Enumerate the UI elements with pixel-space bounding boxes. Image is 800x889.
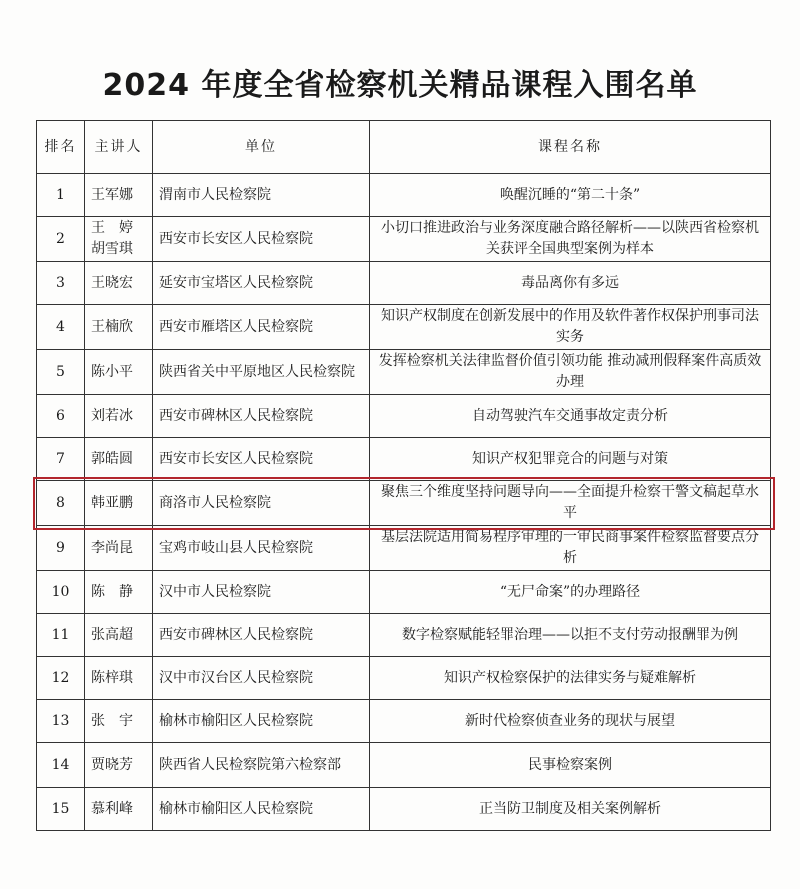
table-row	[37, 438, 771, 481]
course-cell: 知识产权犯罪竞合的问题与对策	[370, 438, 771, 481]
speaker-cell: 韩亚鹏	[85, 481, 153, 526]
course-cell: 毒品离你有多远	[370, 262, 771, 305]
speaker-cell: 张高超	[85, 614, 153, 657]
table-row	[37, 305, 771, 350]
table-row	[37, 614, 771, 657]
speaker-cell: 郭皓圆	[85, 438, 153, 481]
speaker-cell: 王 婷 胡雪琪	[85, 217, 153, 262]
rank-cell: 11	[37, 614, 85, 657]
rank-cell: 15	[37, 788, 85, 831]
rank-cell: 12	[37, 657, 85, 700]
unit-cell: 延安市宝塔区人民检察院	[153, 262, 370, 305]
rank-cell: 14	[37, 743, 85, 788]
unit-cell: 汉中市人民检察院	[153, 571, 370, 614]
rank-cell: 9	[37, 526, 85, 571]
unit-cell: 西安市碑林区人民检察院	[153, 614, 370, 657]
speaker-cell: 贾晓芳	[85, 743, 153, 788]
unit-cell: 商洛市人民检察院	[153, 481, 370, 526]
rank-cell: 2	[37, 217, 85, 262]
rank-cell: 4	[37, 305, 85, 350]
table-row	[37, 526, 771, 571]
header-unit: 单位	[153, 121, 370, 174]
table-row	[37, 788, 771, 831]
unit-cell: 西安市长安区人民检察院	[153, 438, 370, 481]
header-rank: 排名	[37, 121, 85, 174]
rank-cell: 8	[37, 481, 85, 526]
header-speaker: 主讲人	[85, 121, 153, 174]
speaker-cell: 王楠欣	[85, 305, 153, 350]
course-cell: 唤醒沉睡的“第二十条”	[370, 174, 771, 217]
unit-cell: 西安市碑林区人民检察院	[153, 395, 370, 438]
table-row	[37, 174, 771, 217]
course-cell: 新时代检察侦查业务的现状与展望	[370, 700, 771, 743]
table-row	[37, 395, 771, 438]
speaker-cell: 李尚昆	[85, 526, 153, 571]
speaker-cell: 陈小平	[85, 350, 153, 395]
unit-cell: 榆林市榆阳区人民检察院	[153, 788, 370, 831]
unit-cell: 陕西省人民检察院第六检察部	[153, 743, 370, 788]
rank-cell: 6	[37, 395, 85, 438]
table-row	[37, 350, 771, 395]
document-title: 2024 年度全省检察机关精品课程入围名单	[102, 68, 698, 103]
course-cell: “无尸命案”的办理路径	[370, 571, 771, 614]
speaker-cell: 陈梓琪	[85, 657, 153, 700]
course-cell: 自动驾驶汽车交通事故定责分析	[370, 395, 771, 438]
course-cell: 数字检察赋能轻罪治理——以拒不支付劳动报酬罪为例	[370, 614, 771, 657]
speaker-cell: 王晓宏	[85, 262, 153, 305]
course-cell: 民事检察案例	[370, 743, 771, 788]
unit-cell: 西安市雁塔区人民检察院	[153, 305, 370, 350]
speaker-cell: 王军娜	[85, 174, 153, 217]
table-row	[37, 217, 771, 262]
table-row-highlighted	[37, 481, 771, 526]
rank-cell: 1	[37, 174, 85, 217]
unit-cell: 西安市长安区人民检察院	[153, 217, 370, 262]
unit-cell: 陕西省关中平原地区人民检察院	[153, 350, 370, 395]
speaker-cell: 张 宇	[85, 700, 153, 743]
header-course: 课程名称	[370, 121, 771, 174]
table-row	[37, 743, 771, 788]
course-cell: 聚焦三个维度坚持问题导向——全面提升检察干警文稿起草水平	[370, 481, 771, 526]
course-cell: 知识产权制度在创新发展中的作用及软件著作权保护刑事司法实务	[370, 305, 771, 350]
rank-cell: 10	[37, 571, 85, 614]
nominee-table	[36, 120, 771, 831]
unit-cell: 榆林市榆阳区人民检察院	[153, 700, 370, 743]
course-cell: 知识产权检察保护的法律实务与疑难解析	[370, 657, 771, 700]
course-cell: 小切口推进政治与业务深度融合路径解析——以陕西省检察机关获评全国典型案例为样本	[370, 217, 771, 262]
unit-cell: 渭南市人民检察院	[153, 174, 370, 217]
speaker-cell: 陈 静	[85, 571, 153, 614]
course-cell: 基层法院适用简易程序审理的一审民商事案件检察监督要点分析	[370, 526, 771, 571]
table-row	[37, 700, 771, 743]
course-cell: 正当防卫制度及相关案例解析	[370, 788, 771, 831]
unit-cell: 宝鸡市岐山县人民检察院	[153, 526, 370, 571]
rank-cell: 3	[37, 262, 85, 305]
rank-cell: 7	[37, 438, 85, 481]
speaker-cell: 慕利峰	[85, 788, 153, 831]
table-header-row	[37, 121, 771, 174]
table-row	[37, 262, 771, 305]
rank-cell: 5	[37, 350, 85, 395]
table-row	[37, 571, 771, 614]
rank-cell: 13	[37, 700, 85, 743]
table-row	[37, 657, 771, 700]
speaker-cell: 刘若冰	[85, 395, 153, 438]
course-cell: 发挥检察机关法律监督价值引领功能 推动减刑假释案件高质效办理	[370, 350, 771, 395]
unit-cell: 汉中市汉台区人民检察院	[153, 657, 370, 700]
